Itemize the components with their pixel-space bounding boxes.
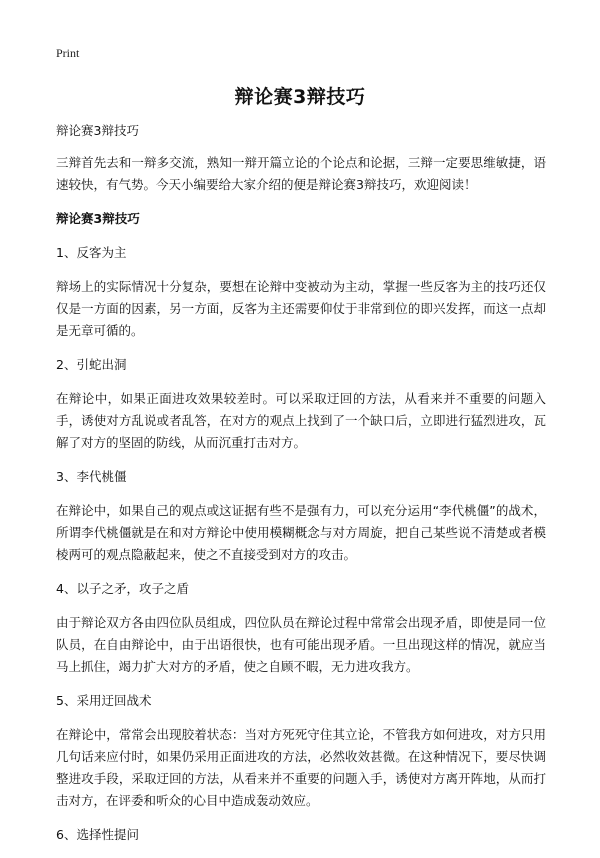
tip-body: 在辩论中，如果自己的观点或这证据有些不是强有力，可以充分运用“李代桃僵”的战术，所谓李代桃僵就是在和对方辩论中使用模糊概念与对方周旋，把自己某些说不清楚或者模棱两可的观点隐蔽起来，使之不直接受到对方的攻击。 xyxy=(56,503,546,562)
article-body xyxy=(56,120,546,858)
tip-heading: 5、采用迂回战术 xyxy=(56,693,152,708)
tip-body: 在辩论中，常常会出现胶着状态：当对方死死守住其立论，不管我方如何进攻，对方只用几句话来应付时，如果仍采用正面进攻的方法，必然收效甚微。在这种情况下，要尽快调整进攻手段，采取迂回的方法，从看来并不重要的问题入手，诱使对方离开阵地，从而打击对方，在评委和听众的心目中造成轰动效应。 xyxy=(56,727,546,808)
tip-heading: 1、反客为主 xyxy=(56,245,127,260)
article-subtitle: 辩论赛3辩技巧 xyxy=(56,123,139,138)
print-link[interactable]: Print xyxy=(56,46,80,60)
section-heading: 辩论赛3辩技巧 xyxy=(56,211,140,226)
tip-body: 由于辩论双方各由四位队员组成，四位队员在辩论过程中常常会出现矛盾，即使是同一位队员，在自由辩论中，由于出语很快，也有可能出现矛盾。一旦出现这样的情况，就应当马上抓住，竭力扩大对方的矛盾，使之自顾不暇，无力进攻我方。 xyxy=(56,615,546,674)
intro-paragraph: 三辩首先去和一辩多交流，熟知一辩开篇立论的个论点和论据，三辩一定要思维敏捷，语速较快，有气势。今天小编要给大家介绍的便是辩论赛3辩技巧，欢迎阅读！ xyxy=(56,155,546,192)
tip-heading: 2、引蛇出洞 xyxy=(56,357,127,372)
tip-heading: 3、李代桃僵 xyxy=(56,469,127,484)
page-title: 辩论赛3辩技巧 xyxy=(234,86,366,108)
tip-body: 在辩论中，如果正面进攻效果较差时。可以采取迂回的方法，从看来并不重要的问题入手，诱使对方乱说或者乱答，在对方的观点上找到了一个缺口后，立即进行猛烈进攻，瓦解了对方的坚固的防线，从而沉重打击对方。 xyxy=(56,391,546,450)
tip-body: 辩场上的实际情况十分复杂，要想在论辩中变被动为主动，掌握一些反客为主的技巧还仅仅是一方面的因素，另一方面，反客为主还需要仰仗于非常到位的即兴发挥，而这一点却是无章可循的。 xyxy=(56,279,546,338)
tip-heading: 6、选择性提问 xyxy=(56,827,139,842)
tip-heading: 4、以子之矛，攻子之盾 xyxy=(56,581,189,596)
